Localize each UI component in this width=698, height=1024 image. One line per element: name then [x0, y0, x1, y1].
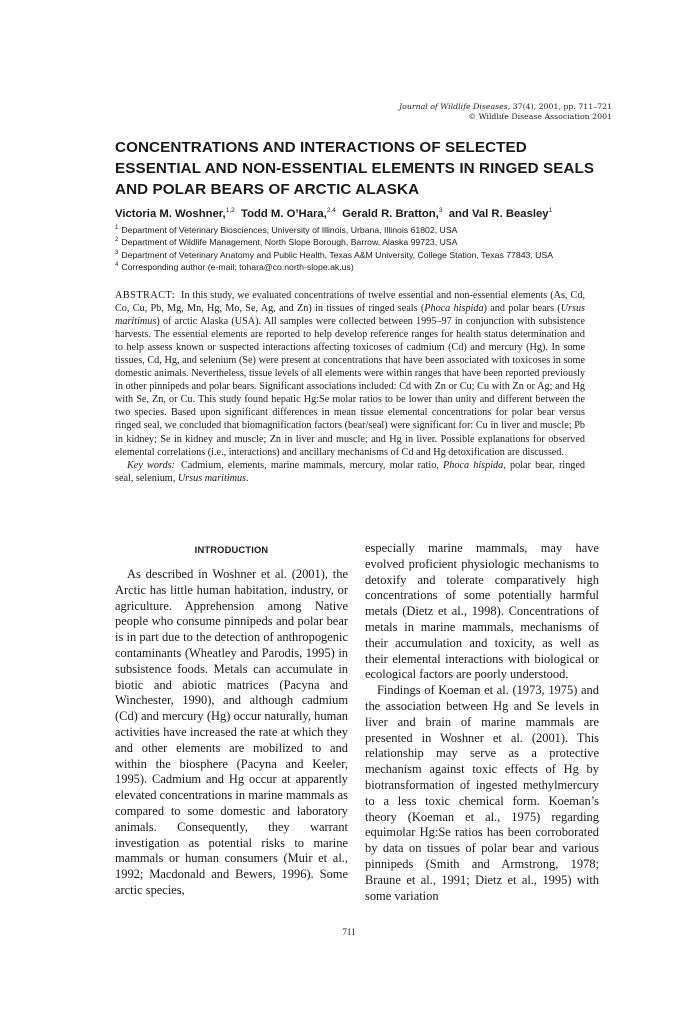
abstract-species-name: Ursus maritimus: [115, 303, 586, 328]
keyword-species-name: Ursus maritimus: [177, 472, 247, 484]
section-heading-introduction: INTRODUCTION: [194, 545, 269, 555]
author-affiliation-marker: 2,4: [326, 207, 336, 215]
intro-paragraph-continued: especially marine mammals, may have evolved proficient physiologic mechanisms to detoxify and tolerate comparatively high concentrations of some potentially harmful metals (Dietz et al., 1998). Concentrations of metals in marine mammals, mechanisms of their accumulation and toxicity, as well as their elemental interactions with biological or ecological factors are poorly understood.: [365, 541, 599, 682]
affiliation-item: [115, 236, 635, 248]
left-column: [115, 567, 348, 899]
intro-paragraph: Findings of Koeman et al. (1973, 1975) and the association between Hg and Se levels in liver and brain of marine mammals are presented in Woshner et al. (2001). This relationship may serve as a protective mechanism against toxic effects of Hg by biotransformation of ingested methylmercury to a less toxic chemical form. Koeman’s theory (Koeman et al., 1975) regarding equimolar Hg:Se ratios has been corroborated by data on tissues of polar bear and various pinnipeds (Smith and Armstrong, 1978; Braune et al., 1991; Dietz et al., 1995) with some variation: [365, 683, 599, 903]
author-name: Todd M. O’Hara,: [241, 208, 327, 220]
abstract-text: ) and polar bears (: [483, 303, 561, 315]
affiliation-item: [115, 261, 635, 273]
affiliation-text: Department of Veterinary Anatomy and Public Health, Texas A&M University, College Station, Texas 77843, USA: [121, 249, 554, 260]
author-affiliation-marker: 3: [438, 207, 443, 215]
keywords-text: , polar bear, ringed seal, selenium,: [115, 459, 585, 484]
affiliation-item: [115, 224, 635, 236]
keywords: [115, 459, 585, 485]
abstract-species-name: Phoca hispida: [424, 303, 484, 315]
affiliation-text: Department of Wildlife Management, North Slope Borough, Barrow, Alaska 99723, USA: [121, 237, 458, 248]
affiliation-number: 3: [115, 249, 119, 256]
author-affiliation-marker: 1: [548, 207, 553, 215]
article-title: CONCENTRATIONS AND INTERACTIONS OF SELECTED ESSENTIAL AND NON-ESSENTIAL ELEMENTS IN RINGED SEALS AND POLAR BEARS OF ARCTIC ALASKA: [115, 139, 595, 198]
journal-line-1: [399, 102, 612, 112]
affiliation-item: [115, 249, 635, 261]
author-name: Victoria M. Woshner,: [115, 208, 226, 220]
right-column: [365, 541, 599, 904]
abstract-label: ABSTRACT:: [115, 290, 176, 301]
author-affiliation-marker: 1,2: [225, 207, 235, 215]
author-name: Gerald R. Bratton,: [342, 208, 439, 220]
journal-citation: [399, 102, 612, 122]
affiliation-list: [115, 224, 635, 273]
keyword-species-name: Phoca hispida: [443, 459, 504, 471]
journal-name: Journal of Wildlife Diseases: [399, 102, 508, 111]
affiliation-number: 1: [115, 225, 119, 232]
author-name: and Val R. Beasley: [448, 208, 549, 220]
affiliation-number: 4: [115, 262, 119, 268]
author-list: [115, 207, 615, 221]
journal-volume-pages: , 37(4), 2001, pp. 711–721: [507, 102, 612, 111]
keywords-text: .: [246, 472, 249, 484]
abstract-text: In this study, we evaluated concentrations of twelve essential and non-essential elements (As, Cd, Co, Cu, Pb, Mg, Mn, Hg, Mo, Se, Ag, and Zn) in tissues of ringed seals (: [115, 290, 585, 315]
affiliation-text: Corresponding author (e-mail: tohara@co.north-slope.ak.us): [121, 261, 354, 272]
abstract-text: ) of arctic Alaska (USA). All samples were collected between 1995–97 in conjunction with subsistence harvests. The essential elements are reported to help develop reference ranges for health status determination and to help assess known or suspected interactions affecting toxicoses of cadmium (Cd) and mercury (Hg). In some tissues, Cd, Hg, and selenium (Se) were present at concentrations that have been associated with toxicoses in some domestic animals. Nevertheless, tissue levels of all elements were within ranges that have been reported previously in other pinnipeds and polar bears. Significant associations included: Cd with Zn or Cu; Cu with Zn or Ag; and Hg with Se, Zn, or Cu. This study found hepatic Hg:Se molar ratios to be lower than unity and different between the two species. Based upon significant differences in mean tissue elemental concentrations for polar bear versus ringed seal, we concluded that biomagnification factors (bear/seal) were significant for: Cu in liver and muscle; Pb in kidney; Se in kidney and muscle; Zn in liver and muscle; and Hg in liver. Possible explanations for observed elemental correlations (i.e., interactions) and ancillary mechanisms of Cd and Hg detoxification are discussed.: [115, 316, 585, 458]
keywords-label: Key words:: [127, 459, 175, 471]
journal-copyright: © Wildlife Disease Association 2001: [468, 112, 612, 121]
affiliation-number: 2: [115, 237, 119, 244]
affiliation-text: Department of Veterinary Biosciences, University of Illinois, Urbana, Illinois 61802, USA: [121, 225, 458, 235]
abstract: [115, 289, 585, 485]
intro-paragraph: As described in Woshner et al. (2001), the Arctic has little human habitation, industry, or agriculture. Apprehension among Native people who consume pinnipeds and polar bear is in part due to the detection of anthropogenic contaminants (Wheatley and Parodis, 1995) in subsistence foods. Metals can accumulate in biotic and abiotic matrices (Pacyna and Winchester, 1990), and although cadmium (Cd) and mercury (Hg) occur naturally, human activities have increased the rate at which they and other elements are mobilized to and within the biosphere (Pacyna and Keeler, 1995). Cadmium and Hg occur at apparently elevated concentrations in marine mammals as compared to some domestic and laboratory animals. Consequently, they warrant investigation as potential risks to marine mammals or human consumers (Muir et al., 1992; Macdonald and Bewers, 1996). Some arctic species,: [115, 567, 348, 897]
keywords-text: Cadmium, elements, marine mammals, mercury, molar ratio,: [180, 459, 444, 471]
page-number: 711: [342, 927, 356, 937]
